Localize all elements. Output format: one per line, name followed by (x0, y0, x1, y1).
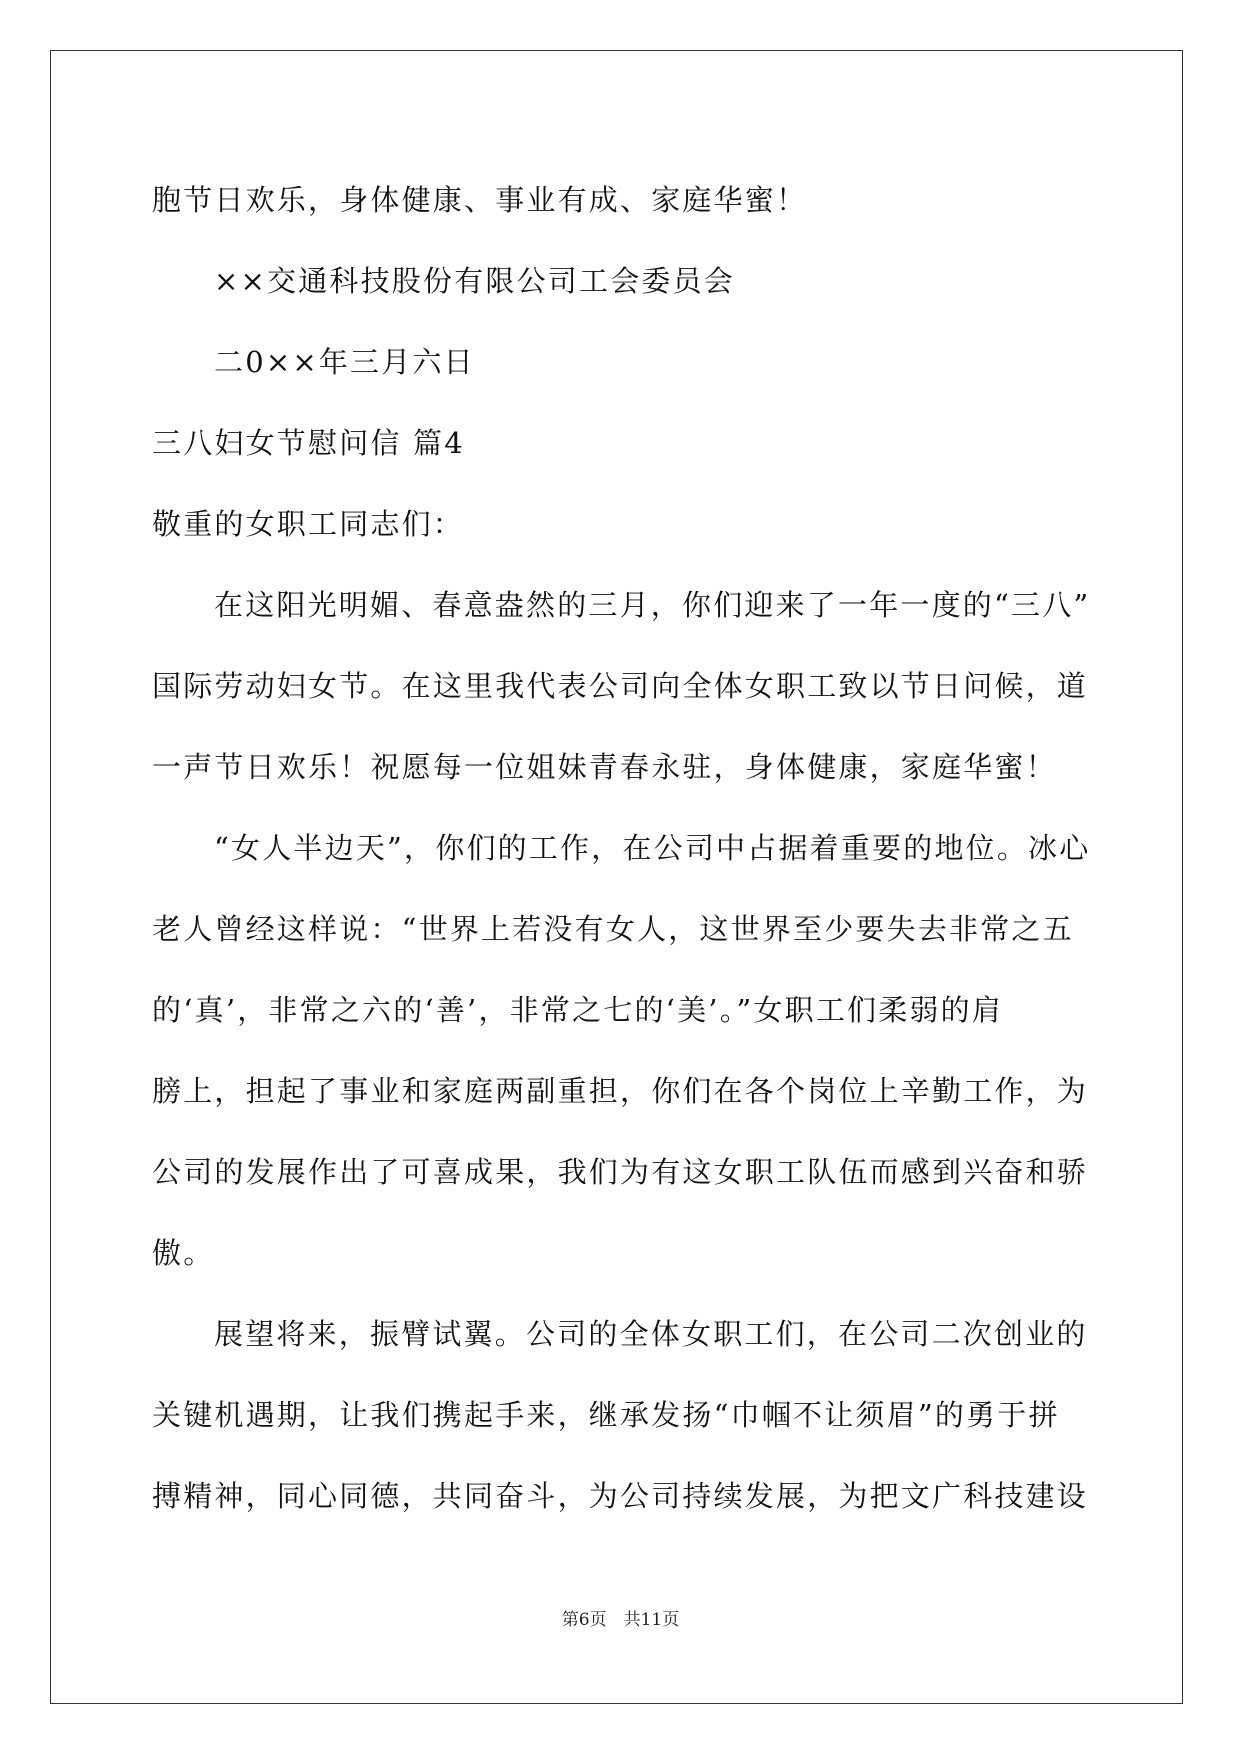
text-line-16: 关键机遇期，让我们携起手来，继承发扬“巾帼不让须眉”的勇于拼 (152, 1398, 1060, 1432)
text-line-14: 傲。 (152, 1236, 215, 1270)
section-heading: 三八妇女节慰问信 篇4 (152, 426, 465, 460)
text-line-17: 搏精神，同心同德，共同奋斗，为公司持续发展，为把文广科技建设 (152, 1479, 1089, 1513)
text-line-6: 在这阳光明媚、春意盎然的三月，你们迎来了一年一度的“三八” (214, 588, 1091, 622)
text-line-7: 国际劳动妇女节。在这里我代表公司向全体女职工致以节日问候，道 (152, 669, 1089, 703)
text-line-9: “女人半边天”，你们的工作，在公司中占据着重要的地位。冰心 (214, 831, 1091, 865)
text-line-8: 一声节日欢乐！祝愿每一位姐妹青春永驻，身体健康，家庭华蜜！ (152, 750, 1057, 784)
document-body (152, 160, 1092, 1537)
text-line-1: 胞节日欢乐，身体健康、事业有成、家庭华蜜！ (152, 183, 808, 217)
text-line-3: 二0××年三月六日 (214, 345, 475, 379)
text-line-11: 的‘真’，非常之六的‘善’，非常之七的‘美’。”女职工们柔弱的肩 (152, 993, 1004, 1027)
salutation: 敬重的女职工同志们： (152, 507, 465, 541)
text-line-10: 老人曾经这样说：“世界上若没有女人，这世界至少要失去非常之五 (152, 912, 1074, 946)
text-line-15: 展望将来，振臂试翼。公司的全体女职工们，在公司二次创业的 (214, 1317, 1088, 1351)
text-line-13: 公司的发展作出了可喜成果，我们为有这女职工队伍而感到兴奋和骄 (152, 1155, 1089, 1189)
text-line-2: ××交通科技股份有限公司工会委员会 (214, 264, 735, 298)
text-line-12: 膀上，担起了事业和家庭两副重担，你们在各个岗位上辛勤工作，为 (152, 1074, 1089, 1108)
page-number-footer: 第6页 共11页 (561, 1610, 680, 1630)
